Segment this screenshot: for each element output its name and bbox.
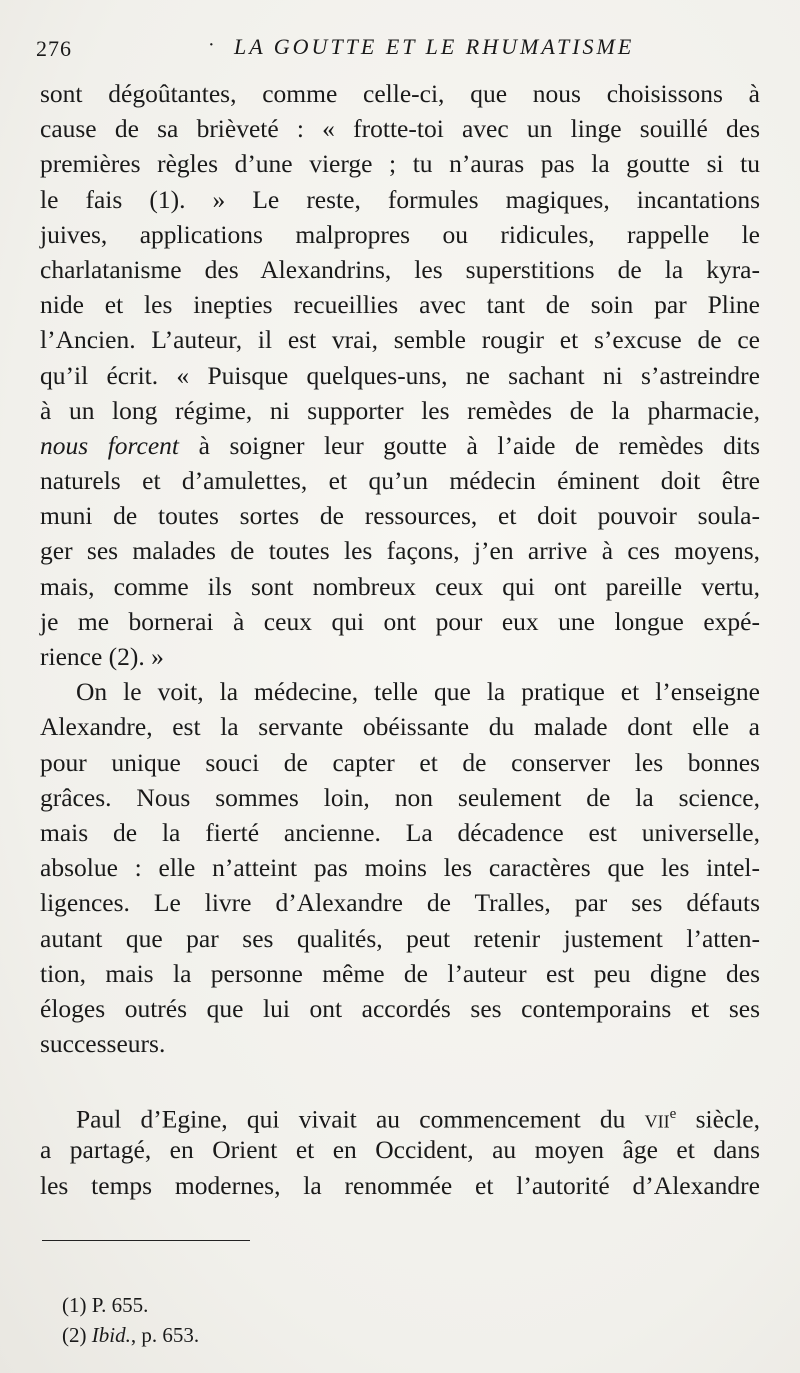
text-line: juives, applications malpropres ou ridicules, rappelle le: [40, 219, 760, 249]
text-line: successeurs.: [40, 1029, 166, 1059]
running-title: LA GOUTTE ET LE RHUMATISME: [234, 34, 635, 59]
text-line: sont dégoûtantes, comme celle-ci, que nous choisissons à: [40, 79, 760, 108]
text-line: autant que par ses qualités, peut retenir justement l’atten-: [40, 923, 760, 953]
text-line: a partagé, en Orient et en Occident, au moyen âge et dans: [40, 1135, 760, 1165]
text-line: je me bornerai à ceux qui ont pour eux une longue expé-: [40, 606, 760, 636]
text-line: rience (2). »: [40, 642, 164, 671]
footnote-mark: (2): [62, 1323, 87, 1347]
footnote-rule: [42, 1240, 250, 1241]
footnote: [62, 1290, 199, 1320]
page-number: 276: [36, 36, 72, 61]
text-line: tion, mais la personne même de l’auteur est peu digne des: [40, 958, 760, 988]
italic-line-rest: à soigner leur goutte à l’aide de remèdes dits: [179, 430, 760, 460]
text-line: les temps modernes, la renommée et l’autorité d’Alexandre: [40, 1170, 760, 1200]
century-numeral: vii: [644, 1104, 670, 1134]
century-sup: e: [669, 1106, 677, 1123]
paragraph-start: [40, 1097, 760, 1132]
text-line: éloges outrés que lui ont accordés ses contemporains et ses: [40, 993, 760, 1023]
text-line: grâces. Nous sommes loin, non seulement de la science,: [40, 782, 760, 812]
header-separator: ·: [208, 34, 215, 56]
text-line: nide et les inepties recueillies avec tant de soin par Pline: [40, 290, 760, 320]
text-line: cause de sa brièveté : « frotte-toi avec un linge souillé des: [40, 114, 760, 144]
text-line: premières règles d’une vierge ; tu n’auras pas la goutte si tu: [40, 149, 760, 179]
footnotes: [62, 1290, 199, 1350]
page-header: [36, 34, 776, 64]
paul-line-after: siècle,: [676, 1104, 760, 1134]
text-line: l’Ancien. L’auteur, il est vrai, semble rougir et s’excuse de ce: [40, 325, 760, 355]
paragraph-start: On le voit, la médecine, telle que la pratique et l’enseigne: [76, 677, 760, 707]
text-line: le fais (1). » Le reste, formules magiques, incantations: [40, 184, 760, 214]
text-line: mais, comme ils sont nombreux ceux qui ont pareille vertu,: [40, 571, 760, 601]
text-line: à un long régime, ni supporter les remèdes de la pharmacie,: [40, 395, 760, 425]
text-line: absolue : elle n’atteint pas moins les caractères que les intel-: [40, 853, 760, 883]
paragraph-gap: [40, 1061, 760, 1097]
footnote: [62, 1320, 199, 1350]
text-line-italic: [40, 428, 760, 463]
text-line: charlatanisme des Alexandrins, les superstitions de la kyra-: [40, 254, 760, 284]
body-text: [40, 76, 760, 1203]
footnote-italic: Ibid.: [91, 1323, 131, 1347]
paul-line-before: Paul d’Egine, qui vivait au commencement du: [76, 1104, 645, 1134]
footnote-text: P. 655.: [91, 1293, 149, 1317]
text-line: Alexandre, est la servante obéissante du malade dont elle a: [40, 712, 760, 742]
footnote-mark: (1): [62, 1293, 87, 1317]
text-line: naturels et d’amulettes, et qu’un médecin éminent doit être: [40, 466, 760, 496]
text-line: pour unique souci de capter et de conserver les bonnes: [40, 747, 760, 777]
text-line: qu’il écrit. « Puisque quelques-uns, ne sachant ni s’astreindre: [40, 360, 760, 390]
footnote-text: , p. 653.: [130, 1323, 200, 1347]
italic-phrase: nous forcent: [40, 430, 180, 460]
text-line: ligences. Le livre d’Alexandre de Tralles, par ses défauts: [40, 888, 760, 918]
text-line: mais de la fierté ancienne. La décadence est universelle,: [40, 817, 760, 847]
text-line: muni de toutes sortes de ressources, et doit pouvoir soula-: [40, 501, 760, 531]
text-line: ger ses malades de toutes les façons, j’en arrive à ces moyens,: [40, 536, 760, 566]
